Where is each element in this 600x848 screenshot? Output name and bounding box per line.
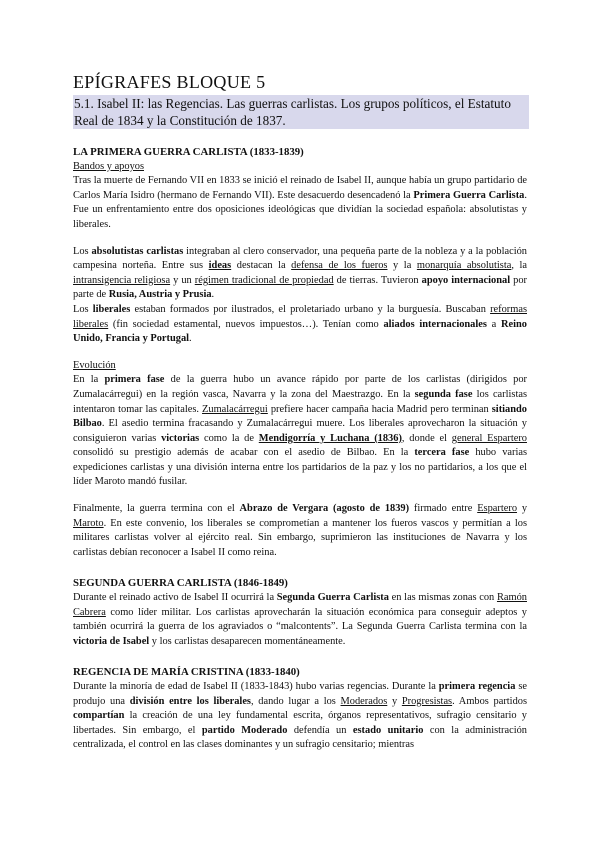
text: consolidó su prestigio además de acabar con el asedio de Bilbao. En la bbox=[73, 447, 415, 459]
bold-text: victoria de Isabel bbox=[73, 635, 150, 647]
text: y un bbox=[170, 274, 195, 286]
bold-text: partido Moderado bbox=[201, 724, 288, 736]
text: como líder militar. Los carlistas aprovecharán la situación económica para conseguir adeptos y también ocurrirá la guerra de los agraviados o “malcontents”. La Segunda Guerra Carlista termina con la bbox=[73, 606, 527, 633]
text: , dando lugar a los bbox=[250, 695, 341, 707]
subheading-evolucion: Evolución bbox=[73, 359, 116, 371]
bold-text: primera fase bbox=[104, 374, 165, 386]
page-title: EPÍGRAFES BLOQUE 5 bbox=[73, 72, 266, 92]
text: Tras la muerte de Fernando VII en 1833 se inició el reinado de Isabel II, aunque había un grupo partidario de Carlos María Isidro (hermano de Fernando VII). Este desacuerdo desencadenó la bbox=[73, 175, 527, 201]
underlined-text: general Espartero bbox=[451, 432, 527, 444]
underlined-text: defensa de los fueros bbox=[291, 260, 388, 272]
text: . Ambos partidos bbox=[452, 695, 527, 707]
underlined-text: régimen tradicional de propiedad bbox=[194, 274, 334, 286]
text: En la bbox=[73, 374, 105, 386]
text: firmado entre bbox=[409, 503, 478, 515]
document-body bbox=[73, 145, 527, 753]
text: Finalmente, la guerra termina con el bbox=[73, 503, 240, 515]
text: y bbox=[517, 503, 528, 515]
underlined-text: Espartero bbox=[477, 503, 518, 515]
text: . bbox=[189, 333, 192, 345]
text: hubo varias expediciones carlistas y una división interna entre los partidarios de la paz y los no partidarios, a los que el líder Maroto mandó fusilar. bbox=[73, 447, 528, 488]
text: . El asedio termina fracasando y Zumalacárregui muere. Los liberales aprovecharon la situación y consiguieron varias bbox=[73, 418, 527, 444]
text: integraban al clero conservador, una pequeña parte de la nobleza y a la población campesina norteña. Entre sus bbox=[73, 245, 527, 272]
bold-text: Primera Guerra Carlista bbox=[413, 189, 525, 201]
text: . bbox=[211, 289, 215, 301]
text: Los bbox=[73, 245, 92, 257]
text: Durante el reinado activo de Isabel II ocurrirá la bbox=[73, 592, 277, 604]
text: y los carlistas desaparecen momentáneamente. bbox=[149, 635, 346, 647]
bold-text: absolutistas carlistas bbox=[91, 245, 184, 257]
text: por parte de bbox=[73, 274, 527, 301]
paragraph-segunda-guerra bbox=[73, 591, 527, 649]
paragraph-intro bbox=[73, 174, 527, 232]
underlined-text: monarquía absolutista bbox=[416, 260, 512, 272]
bold-text: estado unitario bbox=[352, 724, 424, 736]
text: de tierras. Tuvieron bbox=[333, 274, 422, 286]
text: (fin sociedad estamental, nuevos impuestos…). Tenían como bbox=[108, 318, 384, 330]
text: defendía un bbox=[287, 724, 353, 736]
bold-text: liberales bbox=[92, 303, 131, 315]
text: estaban formados por ilustrados, el proletariado urbano y la burguesía. Buscaban bbox=[130, 303, 491, 315]
bold-text: Reino Unido, Francia y Portugal bbox=[73, 318, 527, 345]
underlined-text: Zumalacárregui bbox=[202, 403, 268, 415]
bold-text: división entre los liberales bbox=[129, 695, 251, 707]
bold-text: primera regencia bbox=[438, 681, 516, 692]
text: en las mismas zonas con bbox=[388, 592, 497, 604]
bold-text: Mendigorría y Luchana (1836) bbox=[258, 432, 402, 444]
text: y bbox=[387, 695, 402, 707]
section-heading-regencia: REGENCIA DE MARÍA CRISTINA (1833-1840) bbox=[73, 666, 300, 679]
bold-text: Rusia, Austria y Prusia bbox=[108, 289, 212, 301]
section-heading-segunda-guerra: SEGUNDA GUERRA CARLISTA (1846-1849) bbox=[73, 577, 288, 590]
text: los carlistas intentaron tomar las capitales. bbox=[73, 388, 527, 415]
bold-text: sitiando Bilbao bbox=[73, 403, 527, 430]
bold-text: Segunda Guerra Carlista bbox=[276, 592, 389, 604]
bold-text: apoyo internacional bbox=[421, 274, 511, 286]
subheading-bandos: Bandos y apoyos bbox=[73, 160, 144, 172]
bold-text: Abrazo de Vergara (agosto de 1839) bbox=[239, 503, 410, 515]
section-heading-primera-guerra: LA PRIMERA GUERRA CARLISTA (1833-1839) bbox=[73, 146, 304, 158]
text: como la de bbox=[199, 432, 259, 444]
text: Durante la minoría de edad de Isabel II (1833-1843) hubo varias regencias. Durante la bbox=[73, 681, 439, 692]
bold-text: segunda fase bbox=[414, 388, 473, 400]
text: a bbox=[486, 318, 501, 330]
text: la creación de una ley fundamental escrita, órganos representativos, sufragio censitario y libertades. Sin embargo, el bbox=[73, 710, 527, 736]
bold-text: compartían bbox=[73, 710, 125, 722]
bold-text: ideas bbox=[208, 260, 232, 272]
text: se produjo una bbox=[73, 681, 528, 707]
text: de la guerra hubo un avance rápido por parte de los carlistas (dirigidos por Zumalacárregui) en la región vasca, Navarra y la zona del Maestrazgo. En la bbox=[73, 374, 527, 400]
text: prefiere hacer campaña hacia Madrid pero terminan bbox=[267, 403, 492, 415]
paragraph-liberales bbox=[73, 303, 527, 347]
bold-text: victorias bbox=[161, 432, 200, 444]
underlined-text: Progresistas bbox=[401, 695, 453, 707]
text: con la administración centralizada, el control en las clases dominantes y un sufragio censitario; mientras bbox=[73, 724, 527, 751]
paragraph-regencia bbox=[73, 680, 527, 753]
underlined-text: Ramón Cabrera bbox=[73, 592, 527, 618]
paragraph-final bbox=[73, 502, 527, 560]
paragraph-absolutistas bbox=[73, 245, 527, 303]
underlined-text: Maroto bbox=[73, 517, 104, 529]
text: , la bbox=[511, 260, 527, 272]
page-subtitle: 5.1. Isabel II: las Regencias. Las guerras carlistas. Los grupos políticos, el Estatuto Real de 1834 y la Constitución de 1837. bbox=[73, 95, 529, 129]
text: destacan la bbox=[231, 260, 292, 272]
underlined-text: Moderados bbox=[340, 695, 388, 707]
paragraph-evolucion bbox=[73, 373, 527, 490]
underlined-text: intransigencia religiosa bbox=[73, 274, 171, 286]
text: . Fue un enfrentamiento entre dos oposiciones ideológicas que dividían la sociedad española: absolutistas y liberales. bbox=[73, 189, 527, 230]
text: , donde el bbox=[401, 432, 452, 444]
text: . En este convenio, los liberales se comprometían a mantener los fueros vascos y permitían a los militares carlistas volver al ejército real. Sin embargo, suprimieron las instituciones de Navarra y los carlistas debían reconocer a Isabel II como reina. bbox=[73, 517, 527, 558]
text: Los bbox=[73, 303, 93, 315]
text: y la bbox=[387, 260, 417, 272]
underlined-text: reformas liberales bbox=[73, 303, 527, 330]
bold-text: aliados internacionales bbox=[383, 318, 487, 330]
bold-text: tercera fase bbox=[414, 447, 470, 459]
